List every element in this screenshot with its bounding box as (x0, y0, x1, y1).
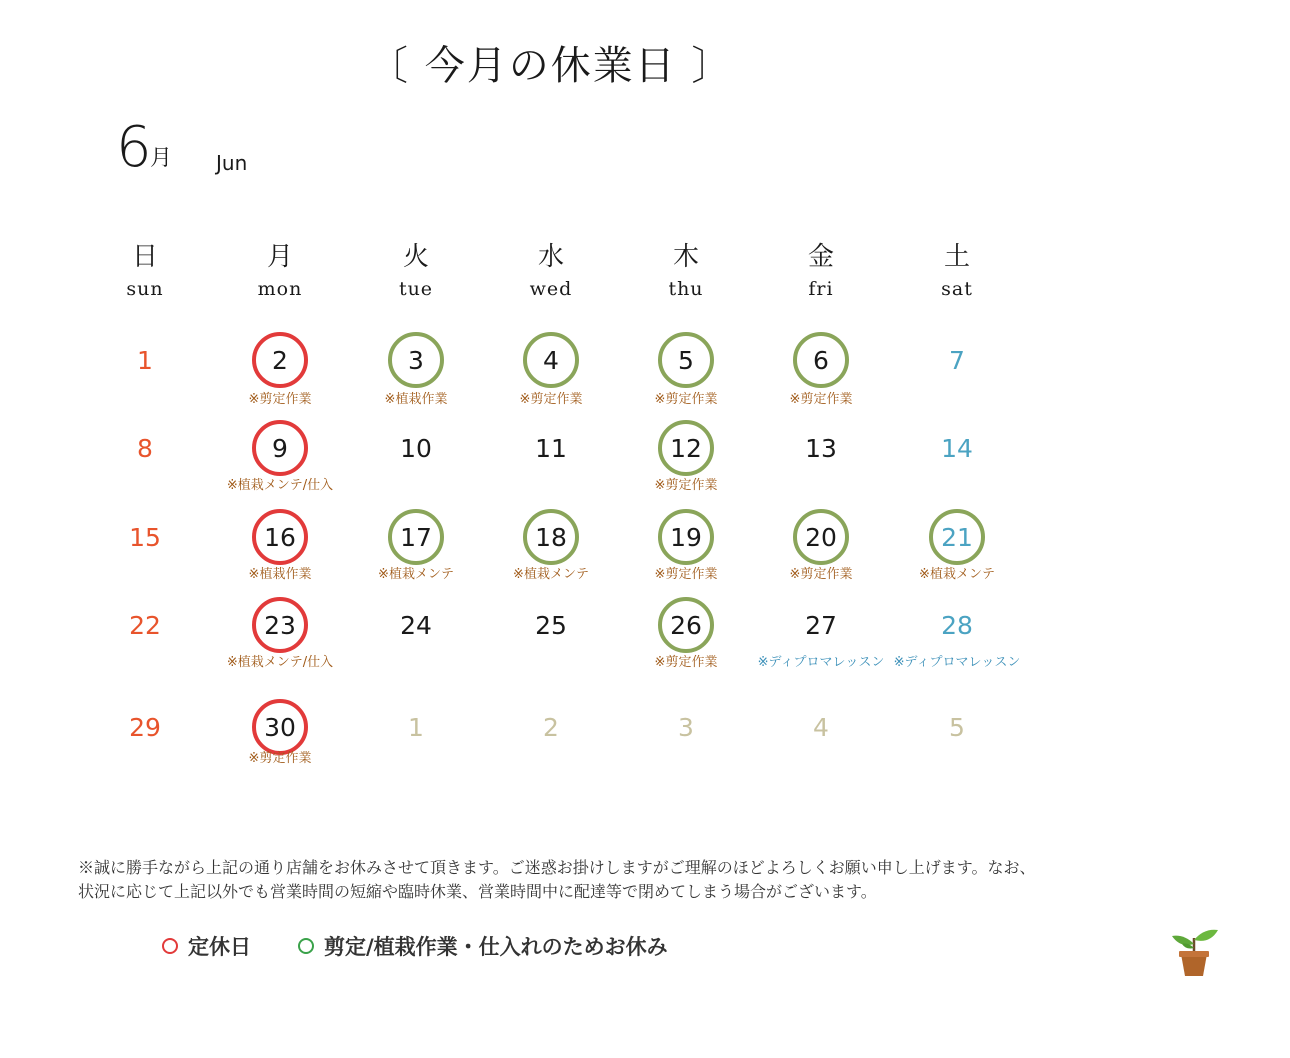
day-cell: 1 (137, 345, 153, 375)
day-cell: 12 (658, 420, 714, 476)
day-cell: 7 (949, 345, 965, 375)
day-cell: 5 (949, 712, 965, 742)
day-note: ※剪定作業 (654, 567, 718, 582)
legend-work-day (298, 930, 668, 962)
day-cell: 16 (252, 509, 308, 565)
day-note: ※植栽メンテ (919, 567, 995, 582)
month-number: 6 (116, 115, 152, 180)
weekday-en-sat: sat (941, 278, 973, 300)
weekday-en-wed: wed (529, 278, 573, 300)
day-note: ※剪定作業 (519, 392, 583, 407)
weekday-en-sun: sun (126, 278, 164, 300)
day-cell: 2 (252, 332, 308, 388)
day-cell: 25 (535, 610, 567, 640)
day-cell: 5 (658, 332, 714, 388)
weekday-kanji-mon: 月 (266, 242, 293, 272)
green-circle-icon (298, 938, 314, 954)
footer-notice (78, 856, 1208, 904)
page-title: 〔 今月の休業日 〕 (368, 43, 734, 89)
legend-work-label: 剪定/植栽作業・仕入れのためお休み (324, 935, 668, 959)
day-note: ※剪定作業 (654, 655, 718, 670)
day-cell: 30 (252, 699, 308, 755)
day-cell: 19 (658, 509, 714, 565)
day-cell: 28 (941, 610, 973, 640)
day-cell: 20 (793, 509, 849, 565)
day-cell: 24 (400, 610, 432, 640)
day-note: ※剪定作業 (654, 478, 718, 493)
weekday-en-tue: tue (398, 278, 434, 300)
day-note: ※植栽メンテ (513, 567, 589, 582)
day-note: ※剪定作業 (248, 392, 312, 407)
weekday-en-fri: fri (808, 278, 834, 300)
legend-closed-day (162, 930, 251, 962)
day-note: ※植栽作業 (248, 567, 312, 582)
day-note: ※植栽メンテ/仕入 (226, 478, 334, 493)
day-cell: 18 (523, 509, 579, 565)
month-kanji: 月 (150, 146, 173, 171)
day-cell: 4 (813, 712, 829, 742)
day-note: ※ディプロマレッスン (893, 655, 1021, 670)
day-note: ※植栽作業 (384, 392, 448, 407)
day-cell: 23 (252, 597, 308, 653)
day-note: ※剪定作業 (789, 392, 853, 407)
day-cell: 17 (388, 509, 444, 565)
day-cell: 8 (137, 433, 153, 463)
weekday-kanji-tue: 火 (402, 242, 429, 272)
weekday-kanji-sat: 土 (943, 242, 970, 272)
day-cell: 26 (658, 597, 714, 653)
weekday-kanji-wed: 水 (537, 242, 564, 272)
day-note: ※剪定作業 (789, 567, 853, 582)
footer-line-1: ※誠に勝手ながら上記の通り店舗をお休みさせて頂きます。ご迷惑お掛けしますがご理解のほどよろしくお願い申し上げます。なお、 (78, 858, 1036, 877)
legend-closed-label: 定休日 (188, 935, 251, 959)
day-cell: 13 (805, 433, 837, 463)
day-cell: 4 (523, 332, 579, 388)
day-cell: 21 (929, 509, 985, 565)
day-note: ※ディプロマレッスン (757, 655, 885, 670)
day-cell: 3 (388, 332, 444, 388)
weekday-kanji-fri: 金 (807, 242, 834, 272)
day-cell: 9 (252, 420, 308, 476)
day-cell: 22 (129, 610, 161, 640)
day-cell: 3 (678, 712, 694, 742)
day-note: ※剪定作業 (654, 392, 718, 407)
day-cell: 29 (129, 712, 161, 742)
day-cell: 1 (408, 712, 424, 742)
day-cell: 11 (535, 433, 567, 463)
red-circle-icon (162, 938, 178, 954)
day-cell: 6 (793, 332, 849, 388)
day-cell: 10 (400, 433, 432, 463)
day-cell: 2 (543, 712, 559, 742)
month-english: Jun (216, 151, 248, 175)
day-note: ※植栽メンテ/仕入 (226, 655, 334, 670)
weekday-en-mon: mon (257, 278, 303, 300)
day-cell: 27 (805, 610, 837, 640)
potted-plant-icon (1164, 920, 1224, 980)
day-cell: 14 (941, 433, 973, 463)
weekday-kanji-thu: 木 (672, 242, 699, 272)
footer-line-2: 状況に応じて上記以外でも営業時間の短縮や臨時休業、営業時間中に配達等で閉めてしまう場合がございます。 (78, 882, 877, 901)
day-cell: 15 (129, 522, 161, 552)
weekday-kanji-sun: 日 (131, 242, 158, 272)
day-note: ※植栽メンテ (378, 567, 454, 582)
day-note: ※剪定作業 (248, 751, 312, 766)
weekday-en-thu: thu (668, 278, 704, 300)
